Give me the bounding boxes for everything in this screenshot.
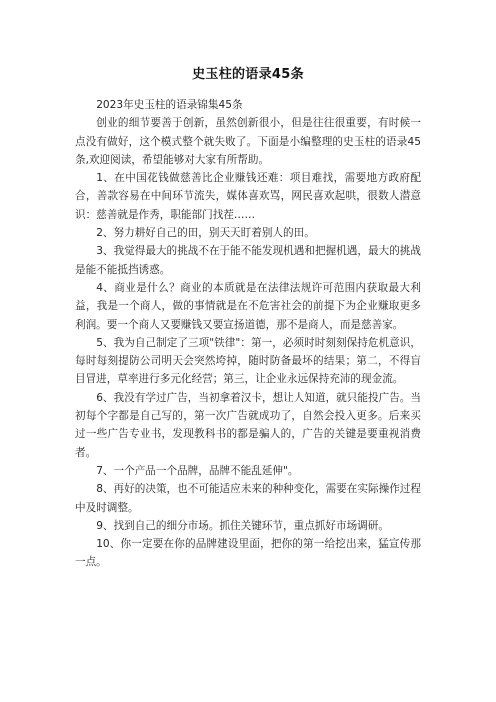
quote-paragraph: 8、再好的决策，也不可能适应未来的种种变化，需要在实际操作过程中及时调整。 [75,483,421,514]
quote-paragraph: 7、一个产品一个品牌，品牌不能乱延伸"。 [96,464,299,477]
quote-paragraph: 5、我为自己制定了三项"铁律"：第一，必须时时刻刻保持危机意识，每时每刻提防公司明天会突然垮掉，随时防备最坏的结果；第二，不得盲目冒进，草率进行多元化经营；第三，让企业永远保持充沛的现金流。 [75,336,421,386]
quote-paragraph: 4、商业是什么？商业的本质就是在法律法规许可范围内获取最大利益，我是一个商人，做的事情就是在不危害社会的前提下为企业赚取更多利润。要一个商人又要赚钱又要宣扬道德，那不是商人，而是慈善家。 [75,281,421,331]
quote-paragraph: 1、在中国花钱做慈善比企业赚钱还难：项目难找，需要地方政府配合，善款容易在中间环节流失，媒体喜欢骂，网民喜欢起哄，很数人潜意识：慈善就是作秀，职能部门找茬…… [75,172,421,221]
quote-paragraph: 3、我觉得最大的挑战不在于能不能发现机遇和把握机遇，最大的挑战是能不能抵挡诱惑。 [75,245,421,276]
document-body [75,96,421,572]
intro-paragraph: 创业的细节要善于创新，虽然创新很小，但是往往很重要，有时候一点没有做好，这个模式整个就失败了。下面是小编整理的史玉柱的语录45条,欢迎阅读，希望能够对大家有所帮助。 [75,117,421,166]
document-title: 史玉柱的语录45条 [192,67,304,82]
quote-paragraph: 10、你一定要在你的品牌建设里面，把你的第一给挖出来，猛宣传那一点。 [75,538,421,569]
quote-paragraph: 9、找到自己的细分市场。抓住关键环节，重点抓好市场调研。 [96,519,389,532]
quote-paragraph: 6、我没有学过广告，当初拿着汉卡，想让人知道，就只能投广告。当初每个字都是自己写的，第一次广告就成功了，自然会投入更多。后来买过一些广告专业书，发现教科书的都是骗人的，广告的关键是要重视消费者。 [75,391,421,459]
quote-paragraph: 2、努力耕好自己的田，别天天盯着别人的田。 [96,227,315,240]
subtitle-paragraph: 2023年史玉柱的语录锦集45条 [96,99,243,111]
